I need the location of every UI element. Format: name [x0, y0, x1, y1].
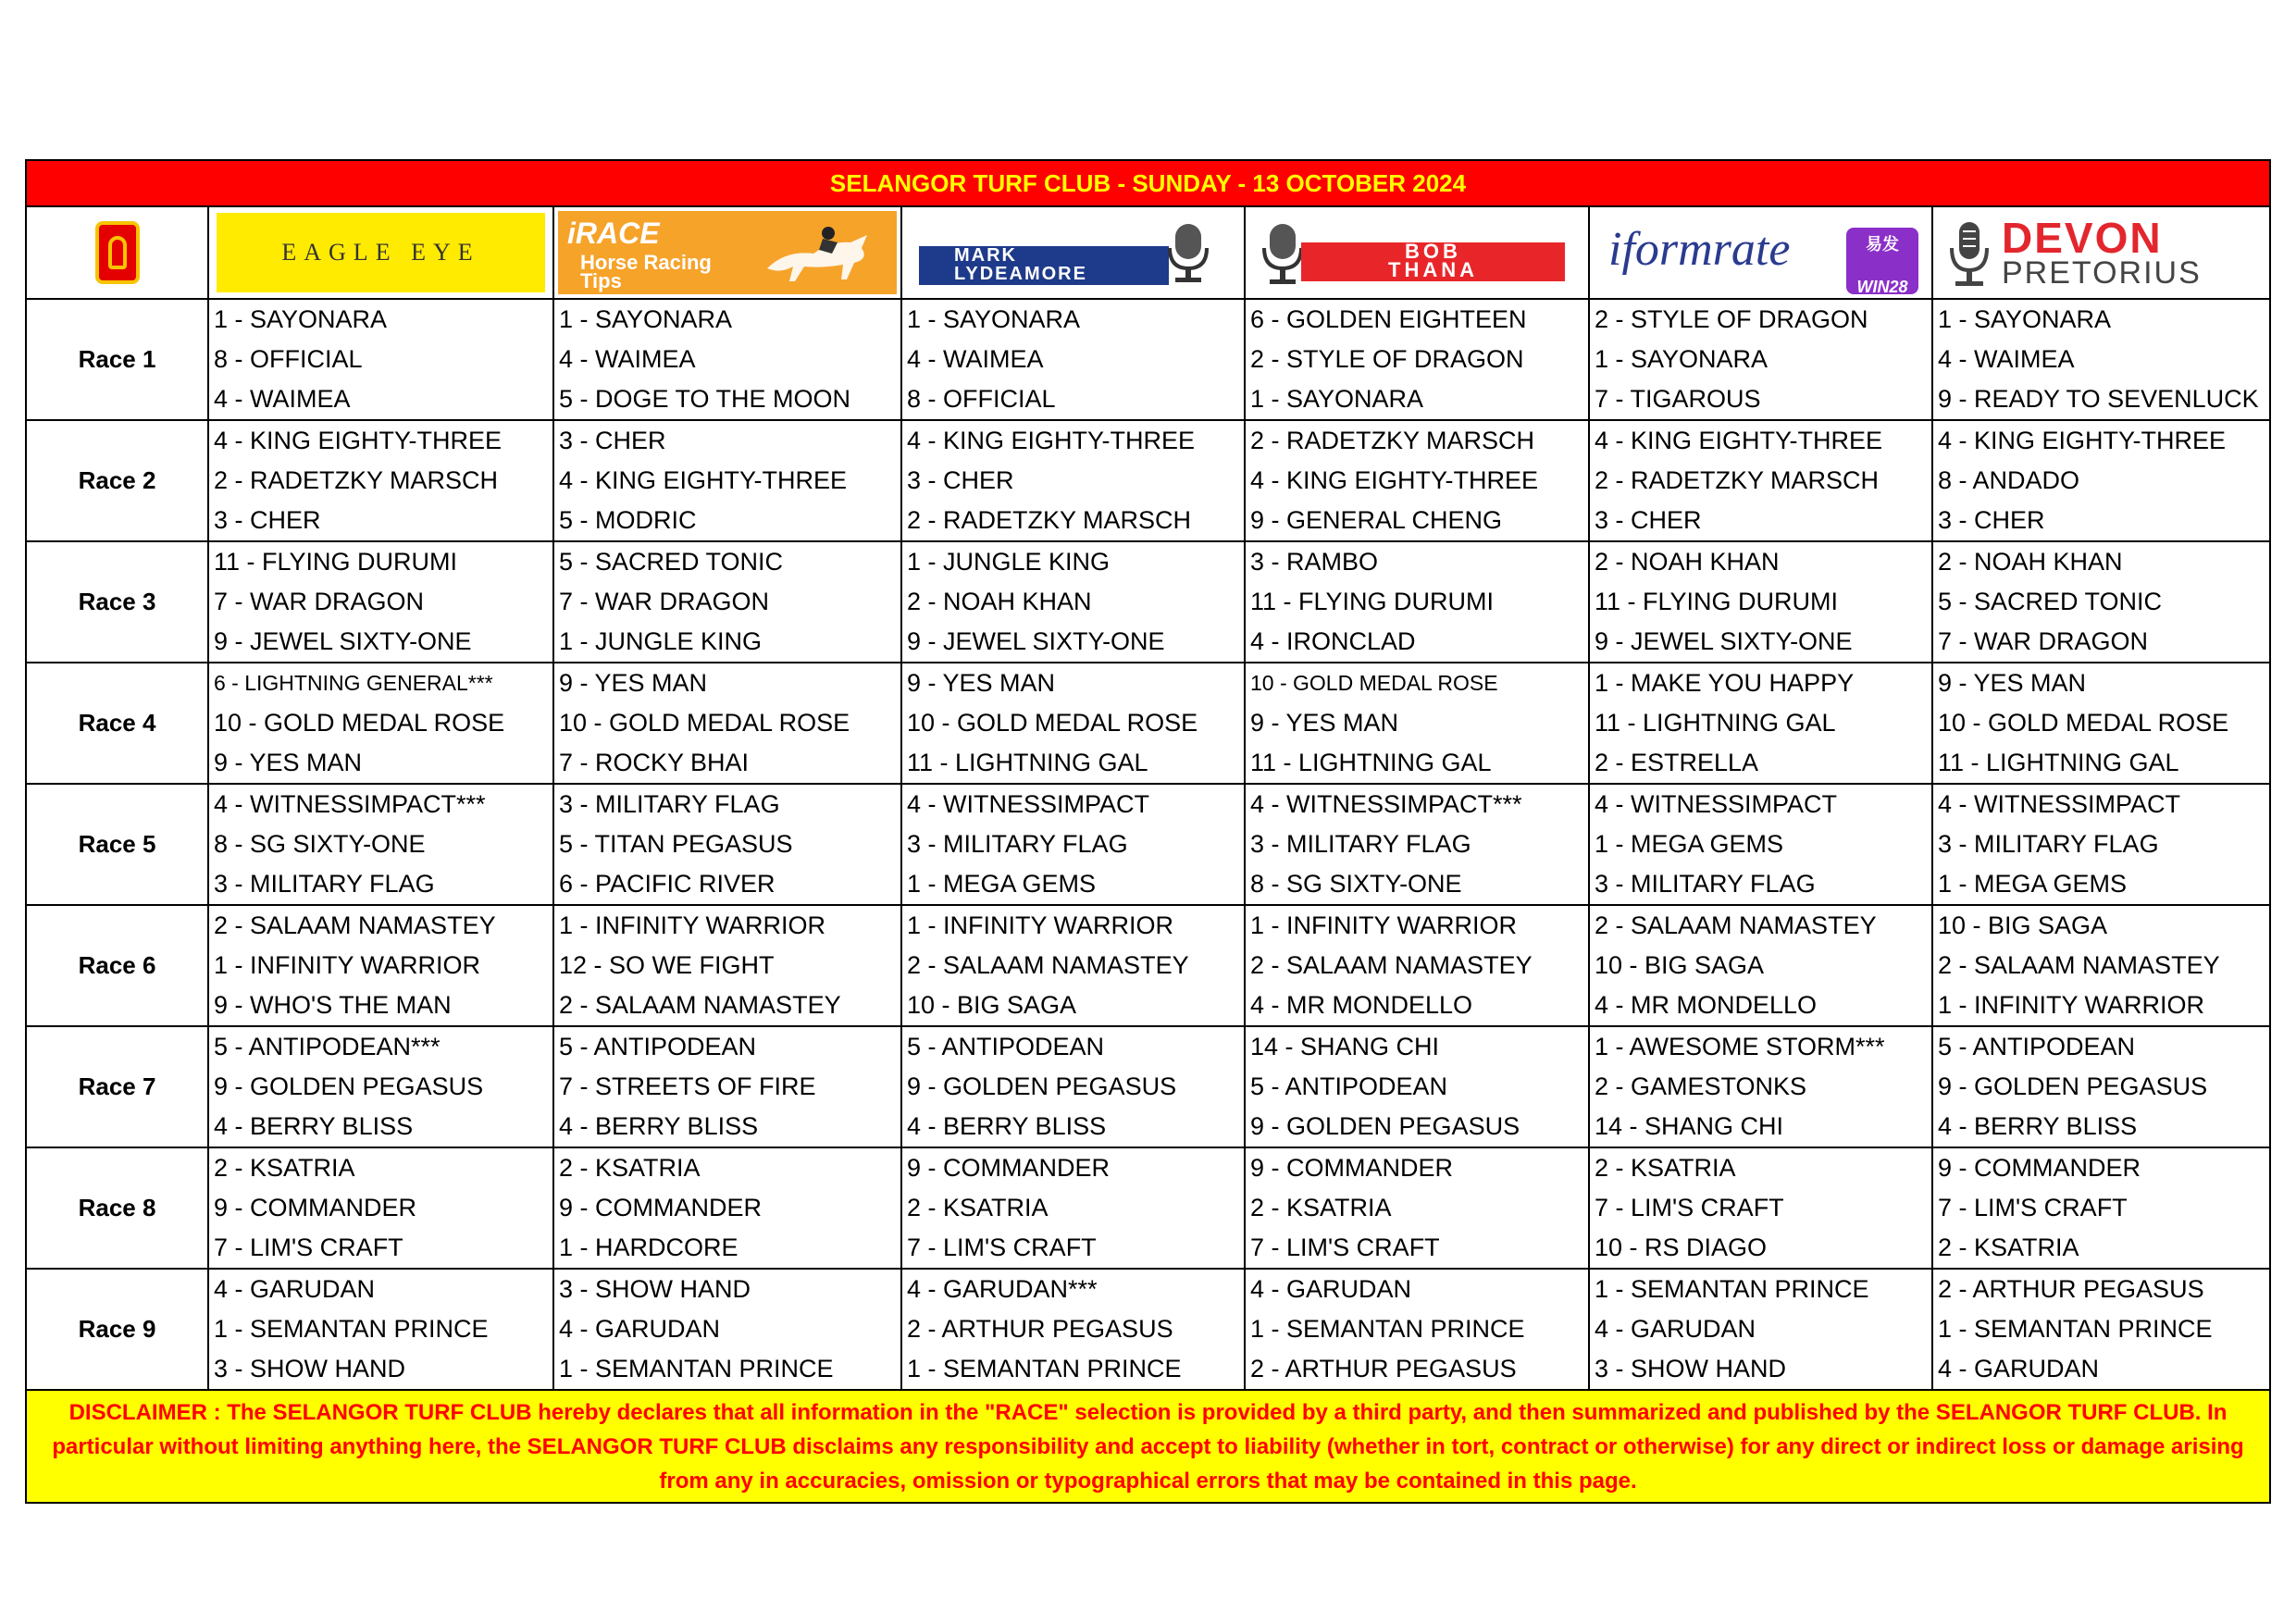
pick-item: 9 - JEWEL SIXTY-ONE	[907, 627, 1165, 655]
disclaimer: DISCLAIMER : The SELANGOR TURF CLUB hereby declares that all information in the "RACE" selection is provided by a third party, and then summarized and published by the SELANGOR TURF CLUB. In particular without limiting anything here, the SELANGOR TURF CLUB disclaims any responsibility and accept to liability (whether in tort, contract or otherwise) for any direct or indirect loss or damage arising from any in accuracies, omission or typographical errors that may be contained in this page.	[26, 1390, 2270, 1503]
pick-item: 14 - SHANG CHI	[1250, 1033, 1440, 1060]
pick-item: 5 - SACRED TONIC	[1938, 588, 2163, 615]
pick-item: 1 - SAYONARA	[907, 305, 1081, 333]
pick-item: 1 - MEGA GEMS	[1595, 830, 1784, 858]
tipster-picks-cell	[901, 1147, 1245, 1269]
tips-table	[25, 159, 2271, 1504]
irace-logo-sub2: Tips	[580, 269, 622, 292]
iformrate-logo-text: iformrate	[1608, 223, 1791, 276]
race-label: Race 4	[26, 663, 208, 784]
devon-pretorius-line2: PRETORIUS	[2002, 255, 2202, 291]
pick-item: 5 - TITAN PEGASUS	[559, 830, 793, 858]
pick-item: 9 - COMMANDER	[1938, 1154, 2141, 1182]
tipster-picks-cell	[901, 905, 1245, 1026]
pick-item: 1 - INFINITY WARRIOR	[214, 951, 481, 979]
pick-item: 11 - LIGHTNING GAL	[1938, 749, 2179, 776]
tipster-picks-cell	[1589, 299, 1932, 420]
pick-item: 2 - SALAAM NAMASTEY	[1595, 911, 1877, 939]
pick-item: 5 - DOGE TO THE MOON	[559, 385, 851, 413]
pick-item: 7 - WAR DRAGON	[559, 588, 770, 615]
pick-item: 2 - NOAH KHAN	[1595, 548, 1780, 576]
eagle-eye-logo	[217, 213, 545, 292]
bob-thana-logo-cell	[1245, 206, 1589, 299]
eagle-eye-logo-cell	[208, 206, 553, 299]
pick-item: 4 - IRONCLAD	[1250, 627, 1416, 655]
pick-item: 9 - GOLDEN PEGASUS	[214, 1072, 484, 1100]
tipster-picks-cell	[553, 1026, 901, 1147]
pick-item: 2 - ARTHUR PEGASUS	[1938, 1275, 2204, 1303]
pick-item: 9 - JEWEL SIXTY-ONE	[214, 627, 472, 655]
irace-logo-sub1: Horse Racing	[580, 251, 712, 274]
pick-item: 1 - INFINITY WARRIOR	[1250, 911, 1518, 939]
tipster-picks-cell	[1245, 905, 1589, 1026]
win28-badge-cn: 易发	[1866, 235, 1899, 254]
race-label: Race 8	[26, 1147, 208, 1269]
race-row	[26, 541, 2270, 663]
tipster-picks-cell	[1245, 1269, 1589, 1390]
tipster-picks-cell	[553, 663, 901, 784]
pick-item: 9 - YES MAN	[1938, 669, 2087, 697]
tipster-picks-cell	[1589, 1147, 1932, 1269]
pick-item: 7 - LIM'S CRAFT	[1595, 1194, 1784, 1221]
pick-item: 10 - GOLD MEDAL ROSE	[1250, 671, 1498, 695]
pick-item: 8 - OFFICIAL	[907, 385, 1056, 413]
horse-jockey-icon	[758, 222, 878, 287]
pick-item: 1 - SEMANTAN PRINCE	[1595, 1275, 1869, 1303]
pick-item: 1 - INFINITY WARRIOR	[1938, 991, 2205, 1019]
pick-item: 1 - SEMANTAN PRINCE	[907, 1355, 1182, 1382]
logo-row	[26, 206, 2270, 299]
pick-item: 4 - WAIMEA	[907, 345, 1044, 373]
pick-item: 3 - MILITARY FLAG	[214, 870, 435, 898]
tipster-picks-cell	[208, 663, 553, 784]
pick-item: 7 - LIM'S CRAFT	[1938, 1194, 2128, 1221]
pick-item: 5 - ANTIPODEAN	[1938, 1033, 2136, 1060]
pick-item: 4 - WAIMEA	[559, 345, 696, 373]
pick-item: 9 - JEWEL SIXTY-ONE	[1595, 627, 1853, 655]
pick-item: 3 - RAMBO	[1250, 548, 1379, 576]
tipster-picks-cell	[1245, 663, 1589, 784]
pick-item: 10 - GOLD MEDAL ROSE	[907, 709, 1198, 737]
pick-item: 2 - KSATRIA	[559, 1154, 701, 1182]
pick-item: 3 - MILITARY FLAG	[907, 830, 1128, 858]
tipster-picks-cell	[901, 420, 1245, 541]
tipster-picks-cell	[901, 1269, 1245, 1390]
pick-item: 8 - ANDADO	[1938, 466, 2080, 494]
pick-item: 4 - GARUDAN	[1250, 1275, 1412, 1303]
pick-item: 4 - GARUDAN***	[907, 1275, 1098, 1303]
pick-item: 1 - SAYONARA	[1595, 345, 1769, 373]
tipster-picks-cell	[553, 1147, 901, 1269]
pick-item: 7 - LIM'S CRAFT	[214, 1233, 403, 1261]
tipster-picks-cell	[1932, 1147, 2270, 1269]
tipster-picks-cell	[208, 1147, 553, 1269]
mark-lydeamore-banner	[919, 246, 1169, 285]
tipster-picks-cell	[1245, 1147, 1589, 1269]
tipster-picks-cell	[208, 299, 553, 420]
devon-pretorius-logo-cell	[1932, 206, 2270, 299]
pick-item: 2 - SALAAM NAMASTEY	[1250, 951, 1533, 979]
pick-item: 4 - BERRY BLISS	[214, 1112, 414, 1140]
pick-item: 4 - WITNESSIMPACT***	[1250, 790, 1522, 818]
pick-item: 4 - KING EIGHTY-THREE	[214, 427, 503, 454]
pick-item: 3 - MILITARY FLAG	[559, 790, 780, 818]
pick-item: 6 - GOLDEN EIGHTEEN	[1250, 305, 1527, 333]
microphone-icon	[1160, 220, 1216, 285]
pick-item: 7 - LIM'S CRAFT	[907, 1233, 1097, 1261]
pick-item: 11 - LIGHTNING GAL	[1595, 709, 1836, 737]
race-row	[26, 299, 2270, 420]
tipster-picks-cell	[553, 299, 901, 420]
pick-item: 2 - SALAAM NAMASTEY	[559, 991, 841, 1019]
pick-item: 7 - LIM'S CRAFT	[1250, 1233, 1440, 1261]
race-row	[26, 1026, 2270, 1147]
stc-logo-cell	[26, 206, 208, 299]
pick-item: 7 - WAR DRAGON	[1938, 627, 2149, 655]
tipster-picks-cell	[1589, 1026, 1932, 1147]
pick-item: 1 - AWESOME STORM***	[1595, 1033, 1885, 1060]
pick-item: 9 - YES MAN	[1250, 709, 1399, 737]
race-row	[26, 1147, 2270, 1269]
pick-item: 4 - KING EIGHTY-THREE	[1250, 466, 1539, 494]
tips-sheet	[25, 159, 2269, 1504]
tipster-picks-cell	[208, 1026, 553, 1147]
pick-item: 3 - SHOW HAND	[559, 1275, 751, 1303]
mark-lydeamore-logo	[919, 220, 1235, 289]
pick-item: 1 - SAYONARA	[1250, 385, 1424, 413]
pick-item: 9 - COMMANDER	[214, 1194, 417, 1221]
pick-item: 2 - SALAAM NAMASTEY	[214, 911, 496, 939]
tipster-picks-cell	[208, 784, 553, 905]
pick-item: 7 - WAR DRAGON	[214, 588, 425, 615]
pick-item: 4 - MR MONDELLO	[1595, 991, 1818, 1019]
pick-item: 9 - YES MAN	[559, 669, 708, 697]
pick-item: 2 - ARTHUR PEGASUS	[1250, 1355, 1517, 1382]
irace-logo-title: iRACE	[567, 217, 660, 250]
pick-item: 5 - ANTIPODEAN***	[214, 1033, 441, 1060]
pick-item: 4 - BERRY BLISS	[1938, 1112, 2138, 1140]
pick-item: 2 - ESTRELLA	[1595, 749, 1759, 776]
pick-item: 4 - KING EIGHTY-THREE	[1595, 427, 1883, 454]
tipster-picks-cell	[1932, 541, 2270, 663]
pick-item: 1 - INFINITY WARRIOR	[559, 911, 826, 939]
pick-item: 5 - MODRIC	[559, 506, 697, 534]
race-label: Race 1	[26, 299, 208, 420]
pick-item: 2 - KSATRIA	[907, 1194, 1049, 1221]
page-title: SELANGOR TURF CLUB - SUNDAY - 13 OCTOBER 2024	[26, 160, 2270, 206]
irace-logo	[558, 211, 897, 294]
pick-item: 5 - ANTIPODEAN	[559, 1033, 757, 1060]
pick-item: 9 - GENERAL CHENG	[1250, 506, 1503, 534]
pick-item: 9 - YES MAN	[907, 669, 1056, 697]
race-row	[26, 420, 2270, 541]
pick-item: 1 - JUNGLE KING	[907, 548, 1111, 576]
tipster-picks-cell	[553, 541, 901, 663]
pick-item: 4 - GARUDAN	[1595, 1315, 1756, 1343]
pick-item: 1 - SEMANTAN PRINCE	[559, 1355, 834, 1382]
tipster-picks-cell	[553, 905, 901, 1026]
pick-item: 2 - GAMESTONKS	[1595, 1072, 1807, 1100]
tipster-picks-cell	[1589, 420, 1932, 541]
pick-item: 9 - GOLDEN PEGASUS	[1250, 1112, 1520, 1140]
bob-thana-banner	[1301, 242, 1565, 281]
devon-pretorius-line1: DEVON	[2002, 214, 2163, 262]
race-row	[26, 905, 2270, 1026]
pick-item: 7 - ROCKY BHAI	[559, 749, 750, 776]
pick-item: 3 - CHER	[907, 466, 1014, 494]
pick-item: 4 - WAIMEA	[214, 385, 351, 413]
race-row	[26, 663, 2270, 784]
tipster-picks-cell	[1932, 663, 2270, 784]
tipster-picks-cell	[901, 1026, 1245, 1147]
pick-item: 2 - RADETZKY MARSCH	[907, 506, 1192, 534]
eagle-eye-logo-text: EAGLE EYE	[281, 239, 480, 266]
pick-item: 3 - CHER	[559, 427, 666, 454]
pick-item: 11 - LIGHTNING GAL	[1250, 749, 1492, 776]
pick-item: 2 - SALAAM NAMASTEY	[1938, 951, 2220, 979]
pick-item: 4 - BERRY BLISS	[559, 1112, 759, 1140]
irace-logo-cell	[553, 206, 901, 299]
tipster-picks-cell	[1245, 420, 1589, 541]
pick-item: 1 - MEGA GEMS	[907, 870, 1097, 898]
pick-item: 5 - SACRED TONIC	[559, 548, 784, 576]
tipster-picks-cell	[901, 541, 1245, 663]
tipster-picks-cell	[553, 420, 901, 541]
pick-item: 10 - RS DIAGO	[1595, 1233, 1768, 1261]
pick-item: 9 - GOLDEN PEGASUS	[907, 1072, 1177, 1100]
bob-thana-logo	[1255, 220, 1570, 289]
pick-item: 1 - INFINITY WARRIOR	[907, 911, 1174, 939]
pick-item: 10 - BIG SAGA	[1938, 911, 2108, 939]
tipster-picks-cell	[1932, 905, 2270, 1026]
pick-item: 11 - FLYING DURUMI	[1595, 588, 1839, 615]
tipster-picks-cell	[553, 784, 901, 905]
pick-item: 1 - MEGA GEMS	[1938, 870, 2128, 898]
pick-item: 2 - KSATRIA	[1595, 1154, 1736, 1182]
pick-item: 4 - BERRY BLISS	[907, 1112, 1107, 1140]
bob-thana-line2: THANA	[1388, 258, 1478, 281]
pick-item: 4 - KING EIGHTY-THREE	[559, 466, 848, 494]
selangor-turf-club-logo	[95, 221, 140, 284]
pick-item: 14 - SHANG CHI	[1595, 1112, 1784, 1140]
pick-item: 2 - STYLE OF DRAGON	[1250, 345, 1524, 373]
bob-thana-line1: BOB	[1405, 240, 1461, 263]
pick-item: 8 - OFFICIAL	[214, 345, 363, 373]
tipster-picks-cell	[1245, 784, 1589, 905]
pick-item: 2 - KSATRIA	[1938, 1233, 2079, 1261]
pick-item: 6 - PACIFIC RIVER	[559, 870, 776, 898]
race-row	[26, 784, 2270, 905]
tipster-picks-cell	[1589, 1269, 1932, 1390]
pick-item: 4 - WAIMEA	[1938, 345, 2075, 373]
pick-item: 4 - WITNESSIMPACT***	[214, 790, 486, 818]
iformrate-logo-cell	[1589, 206, 1932, 299]
tipster-picks-cell	[1932, 784, 2270, 905]
devon-pretorius-logo	[1946, 213, 2264, 292]
pick-item: 4 - GARUDAN	[214, 1275, 376, 1303]
pick-item: 6 - LIGHTNING GENERAL***	[214, 671, 493, 695]
pick-item: 4 - KING EIGHTY-THREE	[907, 427, 1196, 454]
pick-item: 10 - BIG SAGA	[907, 991, 1077, 1019]
pick-item: 4 - KING EIGHTY-THREE	[1938, 427, 2227, 454]
tipster-picks-cell	[1589, 541, 1932, 663]
microphone-icon	[1946, 217, 1992, 291]
pick-item: 2 - STYLE OF DRAGON	[1595, 305, 1868, 333]
pick-item: 8 - SG SIXTY-ONE	[1250, 870, 1462, 898]
tipster-picks-cell	[1589, 784, 1932, 905]
pick-item: 12 - SO WE FIGHT	[559, 951, 775, 979]
tipster-picks-cell	[208, 541, 553, 663]
pick-item: 8 - SG SIXTY-ONE	[214, 830, 426, 858]
pick-item: 2 - KSATRIA	[214, 1154, 355, 1182]
pick-item: 2 - NOAH KHAN	[907, 588, 1092, 615]
pick-item: 9 - READY TO SEVENLUCK	[1938, 385, 2259, 413]
pick-item: 1 - HARDCORE	[559, 1233, 738, 1261]
pick-item: 1 - SEMANTAN PRINCE	[214, 1315, 489, 1343]
race-label: Race 9	[26, 1269, 208, 1390]
race-label: Race 7	[26, 1026, 208, 1147]
pick-item: 3 - MILITARY FLAG	[1595, 870, 1816, 898]
tipster-picks-cell	[1932, 299, 2270, 420]
tipster-picks-cell	[553, 1269, 901, 1390]
tipster-picks-cell	[901, 299, 1245, 420]
pick-item: 2 - KSATRIA	[1250, 1194, 1392, 1221]
tipster-picks-cell	[1932, 1026, 2270, 1147]
pick-item: 9 - YES MAN	[214, 749, 363, 776]
pick-item: 4 - WITNESSIMPACT	[1595, 790, 1838, 818]
tipster-picks-cell	[208, 905, 553, 1026]
pick-item: 10 - BIG SAGA	[1595, 951, 1765, 979]
win28-badge-text: WIN28	[1856, 278, 1908, 296]
race-label: Race 2	[26, 420, 208, 541]
pick-item: 3 - SHOW HAND	[214, 1355, 406, 1382]
pick-item: 7 - TIGAROUS	[1595, 385, 1761, 413]
pick-item: 2 - RADETZKY MARSCH	[1595, 466, 1880, 494]
pick-item: 10 - GOLD MEDAL ROSE	[214, 709, 505, 737]
tipster-picks-cell	[901, 784, 1245, 905]
mark-lydeamore-line2: LYDEAMORE	[954, 264, 1087, 284]
pick-item: 4 - GARUDAN	[559, 1315, 721, 1343]
irace-logo-subtitle	[580, 251, 712, 292]
pick-item: 3 - MILITARY FLAG	[1938, 830, 2159, 858]
tipster-picks-cell	[208, 1269, 553, 1390]
tipster-picks-cell	[1932, 1269, 2270, 1390]
pick-item: 9 - COMMANDER	[1250, 1154, 1454, 1182]
pick-item: 1 - SAYONARA	[559, 305, 733, 333]
pick-item: 4 - MR MONDELLO	[1250, 991, 1473, 1019]
pick-item: 11 - FLYING DURUMI	[1250, 588, 1495, 615]
tipster-picks-cell	[1245, 1026, 1589, 1147]
pick-item: 9 - WHO'S THE MAN	[214, 991, 452, 1019]
pick-item: 10 - GOLD MEDAL ROSE	[1938, 709, 2229, 737]
pick-item: 4 - GARUDAN	[1938, 1355, 2100, 1382]
pick-item: 2 - RADETZKY MARSCH	[214, 466, 499, 494]
pick-item: 1 - JUNGLE KING	[559, 627, 763, 655]
race-label: Race 3	[26, 541, 208, 663]
pick-item: 2 - RADETZKY MARSCH	[1250, 427, 1535, 454]
pick-item: 10 - GOLD MEDAL ROSE	[559, 709, 850, 737]
pick-item: 7 - STREETS OF FIRE	[559, 1072, 816, 1100]
pick-item: 11 - FLYING DURUMI	[214, 548, 458, 576]
pick-item: 9 - GOLDEN PEGASUS	[1938, 1072, 2208, 1100]
tipster-picks-cell	[1932, 420, 2270, 541]
win28-badge	[1846, 228, 1918, 294]
pick-item: 9 - COMMANDER	[907, 1154, 1111, 1182]
tipster-picks-cell	[1589, 663, 1932, 784]
tipster-picks-cell	[208, 420, 553, 541]
iformrate-logo	[1608, 213, 1922, 296]
pick-item: 1 - MAKE YOU HAPPY	[1595, 669, 1855, 697]
mark-lydeamore-line1: MARK	[954, 245, 1017, 266]
tipster-picks-cell	[1245, 299, 1589, 420]
race-row	[26, 1269, 2270, 1390]
mark-lydeamore-logo-cell	[901, 206, 1245, 299]
pick-item: 3 - CHER	[1938, 506, 2045, 534]
pick-item: 3 - MILITARY FLAG	[1250, 830, 1471, 858]
race-label: Race 5	[26, 784, 208, 905]
tipster-picks-cell	[1589, 905, 1932, 1026]
pick-item: 3 - CHER	[1595, 506, 1702, 534]
pick-item: 2 - NOAH KHAN	[1938, 548, 2123, 576]
pick-item: 1 - SEMANTAN PRINCE	[1250, 1315, 1525, 1343]
tipster-picks-cell	[1245, 541, 1589, 663]
pick-item: 5 - ANTIPODEAN	[907, 1033, 1105, 1060]
pick-item: 4 - WITNESSIMPACT	[1938, 790, 2181, 818]
pick-item: 11 - LIGHTNING GAL	[907, 749, 1148, 776]
pick-item: 1 - SAYONARA	[1938, 305, 2112, 333]
pick-item: 2 - ARTHUR PEGASUS	[907, 1315, 1173, 1343]
pick-item: 9 - COMMANDER	[559, 1194, 763, 1221]
pick-item: 2 - SALAAM NAMASTEY	[907, 951, 1189, 979]
pick-item: 4 - WITNESSIMPACT	[907, 790, 1150, 818]
pick-item: 1 - SAYONARA	[214, 305, 388, 333]
race-label: Race 6	[26, 905, 208, 1026]
tipster-picks-cell	[901, 663, 1245, 784]
pick-item: 3 - SHOW HAND	[1595, 1355, 1787, 1382]
pick-item: 5 - ANTIPODEAN	[1250, 1072, 1448, 1100]
pick-item: 3 - CHER	[214, 506, 321, 534]
pick-item: 1 - SEMANTAN PRINCE	[1938, 1315, 2213, 1343]
